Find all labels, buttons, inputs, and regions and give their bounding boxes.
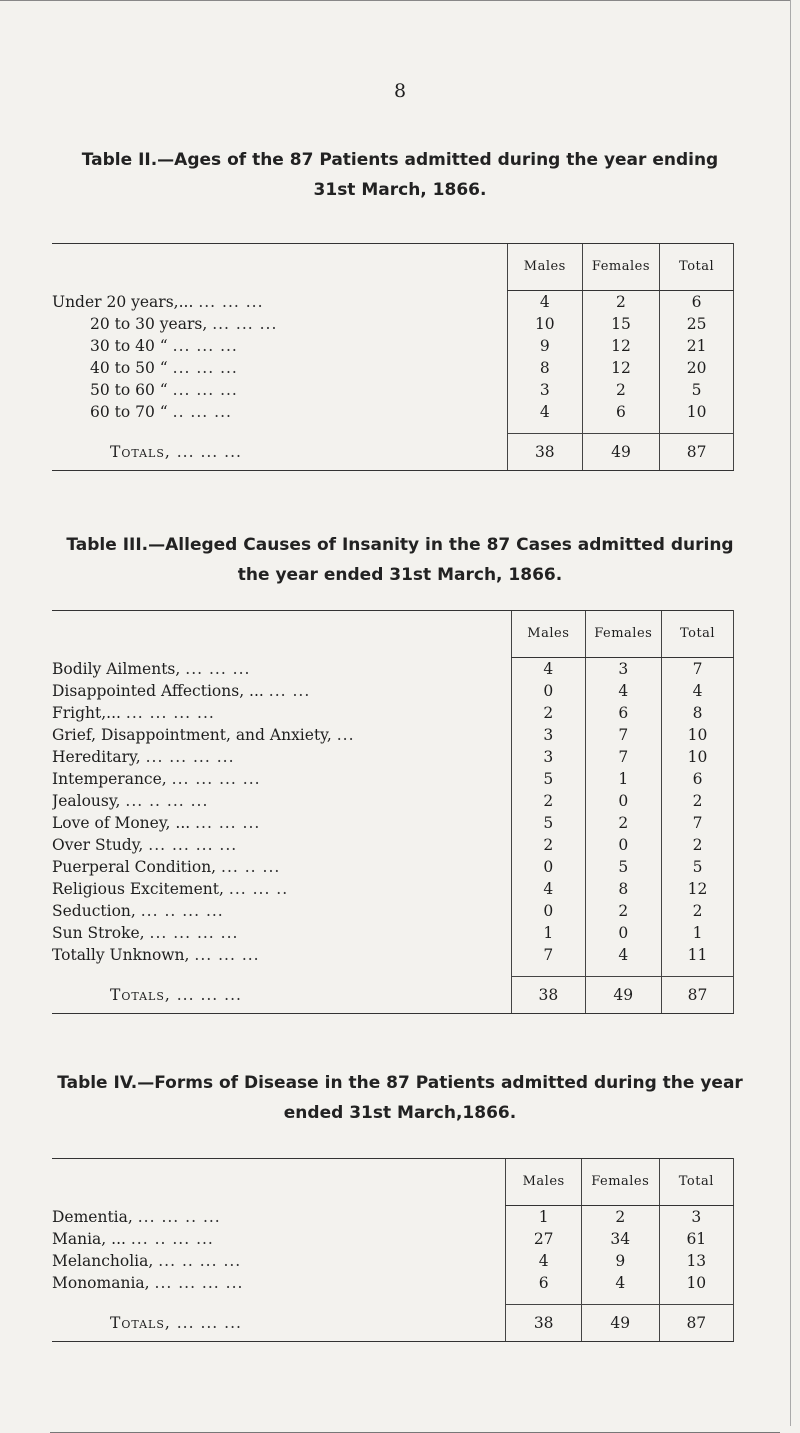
- cell-females: 1: [585, 768, 662, 790]
- total-total: 87: [659, 1305, 733, 1342]
- table-row: [52, 335, 734, 357]
- page-number: 8: [393, 80, 407, 102]
- row-leader-dots: ... ... ...: [198, 292, 264, 311]
- header-total: Total: [660, 244, 734, 291]
- cell-males: 3: [507, 379, 582, 401]
- cell-total: 6: [662, 768, 734, 790]
- row-leader-dots: ... ... .. ...: [137, 1207, 221, 1226]
- row-leader-dots: ... ... ..: [228, 880, 289, 898]
- table2-caption: [0, 145, 800, 205]
- cell-females: 2: [585, 812, 662, 834]
- table-row: [52, 680, 734, 702]
- cell-females: 2: [581, 1206, 659, 1229]
- cell-males: 1: [506, 1206, 581, 1229]
- cell-females: 0: [585, 790, 662, 812]
- table-row: [52, 944, 734, 966]
- cell-total: 20: [660, 357, 734, 379]
- header-total: Total: [662, 611, 734, 658]
- row-label: Over Study,: [52, 836, 144, 854]
- cell-females: 5: [585, 856, 662, 878]
- row-label: Under 20 years,...: [52, 292, 194, 311]
- total-females: 49: [585, 977, 662, 1014]
- row-leader-dots: ... ... ...: [176, 442, 242, 461]
- row-leader-dots: ... .. ... ...: [130, 1230, 214, 1248]
- total-total: 87: [662, 977, 734, 1014]
- header-females: Females: [582, 244, 659, 291]
- table-row: [52, 768, 734, 790]
- table-row: [52, 291, 734, 314]
- table3-caption-line1: Table III.—Alleged Causes of Insanity in the 87 Cases admitted during: [66, 535, 734, 555]
- cell-females: 2: [582, 379, 659, 401]
- row-leader-dots: ... ...: [268, 682, 311, 700]
- row-leader-dots: ... ... ... ...: [149, 924, 239, 942]
- row-label: Intemperance,: [52, 770, 167, 788]
- totals-row: [52, 977, 734, 1014]
- totals-row: [52, 1305, 734, 1342]
- table-header-row: [52, 1159, 734, 1206]
- cell-males: 3: [512, 746, 585, 768]
- cell-females: 6: [582, 401, 659, 423]
- row-label: 60 to 70 “: [90, 403, 168, 421]
- cell-males: 4: [512, 878, 585, 900]
- cell-total: 6: [660, 291, 734, 314]
- row-leader-dots: ... ... ...: [194, 946, 260, 964]
- cell-females: 2: [585, 900, 662, 922]
- cell-males: 9: [507, 335, 582, 357]
- row-label: Monomania,: [52, 1274, 150, 1292]
- cell-males: 2: [512, 834, 585, 856]
- row-leader-dots: ... .. ...: [221, 858, 281, 876]
- cell-females: 4: [581, 1272, 659, 1294]
- table-row: [52, 790, 734, 812]
- table4-caption: [0, 1068, 800, 1128]
- row-label: Sun Stroke,: [52, 924, 145, 942]
- row-leader-dots: ... ... ...: [212, 315, 278, 333]
- cell-total: 5: [662, 856, 734, 878]
- cell-females: 15: [582, 313, 659, 335]
- total-males: 38: [512, 977, 585, 1014]
- row-label: Puerperal Condition,: [52, 858, 217, 876]
- row-label: 50 to 60 “: [90, 381, 168, 399]
- header-males: Males: [512, 611, 585, 658]
- cell-males: 0: [512, 680, 585, 702]
- row-leader-dots: ... ... ... ...: [148, 836, 238, 854]
- page-top-rule: [0, 0, 790, 1]
- cell-total: 5: [660, 379, 734, 401]
- row-label: Melancholia,: [52, 1252, 154, 1270]
- cell-females: 7: [585, 724, 662, 746]
- table-row: [52, 1250, 734, 1272]
- cell-males: 27: [506, 1228, 581, 1250]
- cell-total: 11: [662, 944, 734, 966]
- cell-males: 8: [507, 357, 582, 379]
- header-females: Females: [581, 1159, 659, 1206]
- cell-females: 0: [585, 922, 662, 944]
- row-leader-dots: ... ... ...: [176, 985, 242, 1004]
- cell-males: 1: [512, 922, 585, 944]
- cell-total: 10: [662, 746, 734, 768]
- table3-causes: [52, 610, 734, 1014]
- table-row: [52, 658, 734, 681]
- cell-males: 7: [512, 944, 585, 966]
- page-right-edge: [790, 0, 791, 1426]
- header-females: Females: [585, 611, 662, 658]
- cell-females: 12: [582, 357, 659, 379]
- row-label: Totally Unknown,: [52, 946, 190, 964]
- cell-females: 12: [582, 335, 659, 357]
- table-row: [52, 1228, 734, 1250]
- totals-label: Totals,: [110, 442, 171, 461]
- row-label: Hereditary,: [52, 748, 141, 766]
- cell-females: 2: [582, 291, 659, 314]
- cell-males: 3: [512, 724, 585, 746]
- cell-females: 9: [581, 1250, 659, 1272]
- row-leader-dots: ... ... ... ...: [171, 770, 261, 788]
- row-label: Grief, Disappointment, and Anxiety,: [52, 726, 332, 744]
- cell-total: 8: [662, 702, 734, 724]
- total-total: 87: [660, 434, 734, 471]
- cell-total: 10: [659, 1272, 733, 1294]
- cell-males: 2: [512, 790, 585, 812]
- cell-total: 2: [662, 790, 734, 812]
- row-leader-dots: ... .. ... ...: [158, 1252, 242, 1270]
- cell-males: 5: [512, 812, 585, 834]
- total-males: 38: [507, 434, 582, 471]
- table-row: [52, 401, 734, 423]
- cell-females: 6: [585, 702, 662, 724]
- table2-ages: [52, 243, 734, 471]
- cell-males: 4: [507, 401, 582, 423]
- row-label: Religious Excitement,: [52, 880, 224, 898]
- cell-females: 3: [585, 658, 662, 681]
- row-label: 40 to 50 “: [90, 359, 168, 377]
- cell-total: 10: [660, 401, 734, 423]
- table-header-row: [52, 611, 734, 658]
- totals-label: Totals,: [110, 985, 171, 1004]
- table-row: [52, 834, 734, 856]
- cell-females: 0: [585, 834, 662, 856]
- cell-total: 12: [662, 878, 734, 900]
- cell-total: 3: [659, 1206, 733, 1229]
- cell-total: 25: [660, 313, 734, 335]
- row-leader-dots: ... ... ...: [185, 659, 251, 678]
- cell-females: 8: [585, 878, 662, 900]
- header-males: Males: [506, 1159, 581, 1206]
- header-total: Total: [659, 1159, 733, 1206]
- cell-total: 2: [662, 834, 734, 856]
- cell-total: 1: [662, 922, 734, 944]
- cell-females: 4: [585, 944, 662, 966]
- row-leader-dots: ... ... ...: [195, 814, 261, 832]
- table3-caption: [0, 530, 800, 590]
- table-row: [52, 922, 734, 944]
- row-label: 20 to 30 years,: [90, 315, 208, 333]
- cell-total: 10: [662, 724, 734, 746]
- table2-caption-line1: Table II.—Ages of the 87 Patients admitted during the year ending: [81, 150, 719, 170]
- table-row: [52, 379, 734, 401]
- row-leader-dots: ... ... ... ...: [145, 748, 235, 766]
- table-row: [52, 1206, 734, 1229]
- table-row: [52, 1272, 734, 1294]
- row-label: Fright,...: [52, 704, 121, 722]
- row-leader-dots: ... ... ... ...: [125, 704, 215, 722]
- table-row: [52, 724, 734, 746]
- table-row: [52, 900, 734, 922]
- cell-males: 6: [506, 1272, 581, 1294]
- row-leader-dots: ... .. ... ...: [140, 902, 224, 920]
- row-leader-dots: ... ... ...: [172, 359, 238, 377]
- totals-label: Totals,: [110, 1313, 171, 1332]
- row-label: Jealousy,: [52, 792, 121, 810]
- cell-total: 21: [660, 335, 734, 357]
- table3-caption-line2: the year ended 31st March, 1866.: [237, 565, 563, 585]
- row-leader-dots: ... ... ...: [172, 381, 238, 399]
- cell-males: 2: [512, 702, 585, 724]
- cell-males: 4: [507, 291, 582, 314]
- row-label: Mania, ...: [52, 1230, 126, 1248]
- row-label: 30 to 40 “: [90, 337, 168, 355]
- table4-forms-of-disease: [52, 1158, 734, 1342]
- row-label: Dementia,: [52, 1207, 133, 1226]
- total-females: 49: [582, 434, 659, 471]
- row-label: Bodily Ailments,: [52, 659, 181, 678]
- cell-females: 4: [585, 680, 662, 702]
- total-males: 38: [506, 1305, 581, 1342]
- cell-total: 7: [662, 812, 734, 834]
- table-header-row: [52, 244, 734, 291]
- row-leader-dots: ... ... ...: [172, 337, 238, 355]
- table-row: [52, 878, 734, 900]
- header-males: Males: [507, 244, 582, 291]
- row-label: Love of Money, ...: [52, 814, 191, 832]
- row-label: Disappointed Affections, ...: [52, 682, 264, 700]
- table2-caption-line2: 31st March, 1866.: [313, 180, 487, 200]
- cell-males: 0: [512, 900, 585, 922]
- cell-males: 4: [512, 658, 585, 681]
- table-row: [52, 702, 734, 724]
- cell-males: 4: [506, 1250, 581, 1272]
- totals-row: [52, 434, 734, 471]
- table4-caption-line2: ended 31st March,1866.: [283, 1103, 517, 1123]
- row-leader-dots: ... ... ... ...: [154, 1274, 244, 1292]
- cell-total: 7: [662, 658, 734, 681]
- table4-caption-line1: Table IV.—Forms of Disease in the 87 Patients admitted during the year: [57, 1073, 743, 1093]
- table-row: [52, 357, 734, 379]
- cell-total: 2: [662, 900, 734, 922]
- table-row: [52, 746, 734, 768]
- cell-total: 61: [659, 1228, 733, 1250]
- table-row: [52, 856, 734, 878]
- table-row: [52, 313, 734, 335]
- cell-females: 7: [585, 746, 662, 768]
- row-leader-dots: ... ... ...: [176, 1313, 242, 1332]
- cell-males: 0: [512, 856, 585, 878]
- row-leader-dots: ... .. ... ...: [125, 792, 209, 810]
- cell-males: 5: [512, 768, 585, 790]
- row-leader-dots: ...: [336, 726, 355, 744]
- total-females: 49: [581, 1305, 659, 1342]
- cell-males: 10: [507, 313, 582, 335]
- cell-females: 34: [581, 1228, 659, 1250]
- row-leader-dots: .. ... ...: [172, 403, 232, 421]
- row-label: Seduction,: [52, 902, 136, 920]
- table-row: [52, 812, 734, 834]
- cell-total: 4: [662, 680, 734, 702]
- cell-total: 13: [659, 1250, 733, 1272]
